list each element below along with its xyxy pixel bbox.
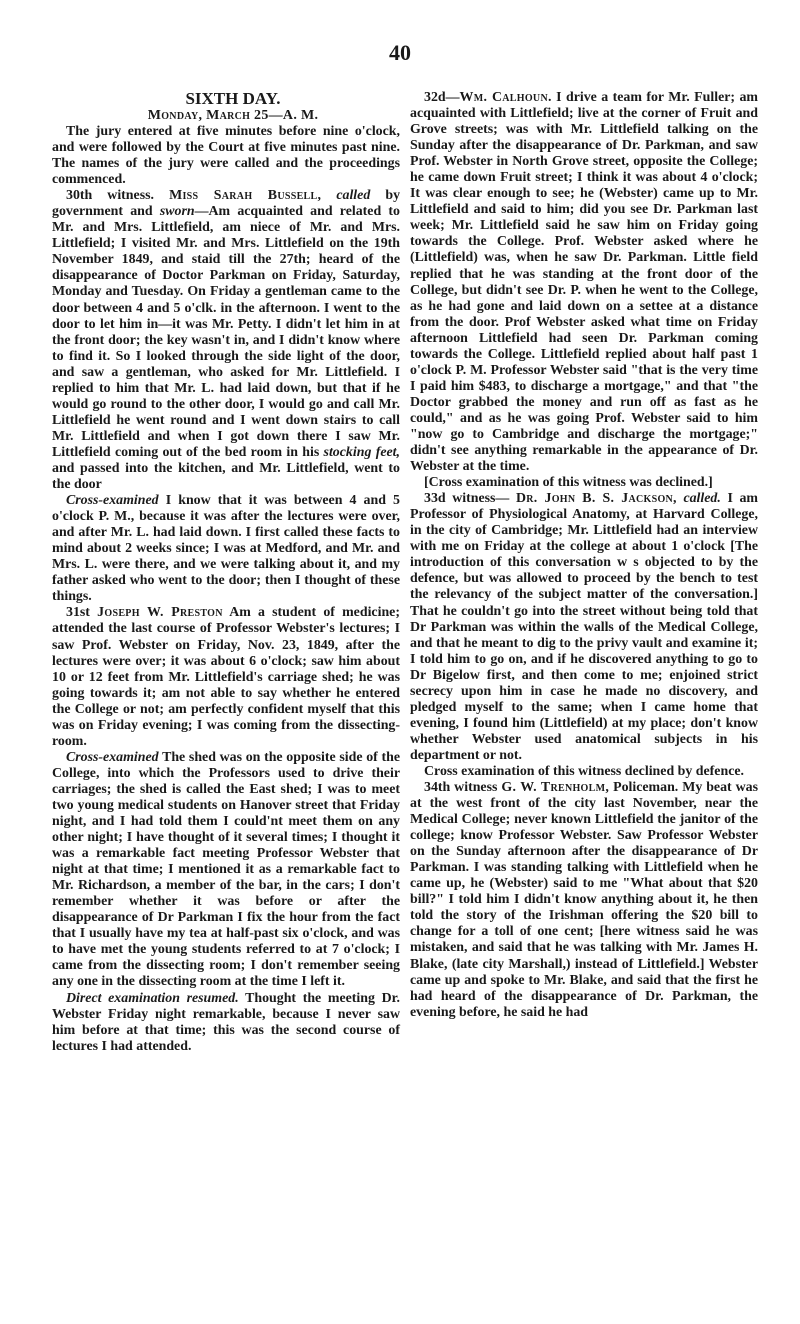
cross-examination-text: The shed was on the opposite side of the College, into which the Professors used to drive their carriages; the shed is called the East shed; I was to meet two young medical students on Hanover street that Friday night, and I had told them I could'nt meet them on any other night; I have thought of it several times; I thought it was a remarkable fact meeting Professor Webster that night at that time; I mentioned it as a remarkable fact to Mr. Richardson, a member of the bar, in the cars; I don't remember whether it was before or after the disappearance of Dr Parkman I fix the hour from the fact that I usually have my tea at half-past six o'clock, and was to have met the young students referred to at 7 o'clock; I came from the dissecting room; I don't remember seeing any one in the dissecting room at the time I left it. [52,749,400,990]
cross-examination-text: I know that it was between 4 and 5 o'clock P. M., because it was after the lectures were over, and after Mr. L. had laid down. I first called these facts to mind about 2 weeks since; I was at Medford, and Mr. and Mrs. L. were there, and we were talking about it, and my father asked who went to the door; then I thought of these things. [52,493,400,605]
paragraph-cross-examined-30 [52,493,400,605]
sworn-label: sworn [159,204,195,220]
cross-examined-label: Cross-examined [66,749,159,765]
direct-examination-label: Direct examination resumed. [66,990,239,1006]
testimony-text: —Am acquainted and related to Mr. and Mrs. Littlefield, am niece of Mr. and Mrs. Littlefield; I visited Mr. and Mrs. Littlefield on the 19th November 1849, and staid till the 27th; heard of the disappearance of Doctor Parkman on Friday, Saturday, Monday and Tuesday. On Friday a gentleman came to the door between 4 and 5 o'clk. in the afternoon. I went to the door to let him in—it was Mr. Petty. I didn't let him in at the front door; the key wasn't in, and I didn't know where to find it. So I looked through the side light of the door, and saw a gentleman, who asked for Mr. Littlefield. I replied to him that Mr. L. had laid down, but that if he would go round to the other door, I would go and call Mr. Littlefield he went round and I went down stairs to call Mr. Littlefield and when I got down there I saw Mr. Littlefield coming out of the bed room in his [52,204,400,460]
session-dateline: Monday, March 25—A. M. [147,108,319,123]
page-number: 40 [389,40,411,65]
witness-number: 34th witness [424,780,498,796]
paragraph-witness-32 [410,90,758,475]
testimony-text: I am Professor of Physiological Anatomy, at Harvard College, in the city of Cambridge; Mr. Littlefield had an interview with me on Friday at the college at about 1 o'clock [The introduction of this conversation w s objected to by the defence, but was allowed to proceed by the bench to test the relevancy of the subject matter of the conversation.] That he couldn't go into the street without being told that Dr Parkman was within the walls of the Medical College, and that he meant to dig to the privy vault and examine it; I told him to go on, and if he discovered anything to go to Dr Bigelow first, and then come to me; enjoined strict secrecy upon him in case he made no discovery, and pledged myself to the same; when I came home that evening, I found him (Littlefield) at my place; don't know whether Webster used anatomical subjects in his department or not. [410,491,758,763]
testimony-text: I drive a team for Mr. Fuller; am acquainted with Littlefield; live at the corner of Fruit and Grove streets; was with Mr. Littlefield talking on the Sunday after the disappearance of Dr. Parkman, and saw Prof. Webster in North Grove street, opposite the College; he came down Fruit street; I think it was about 4 o'clock; It was clear enough to see; he (Webster) came up to Mr. Littlefield and said to him; did you see Dr. Parkman last week; Mr. Littlefield said he saw him on Friday going towards the College. Prof. Webster asked where he (Littlefield) was, when he saw Dr. Parkman. Little field replied that he was standing at the front door of the College, but didn't see Dr. P. when he went to the College, as he had gone and laid down on a settee at a distance from the door. Prof Webster asked what time on Friday afternoon Littlefield had seen Dr. Parkman coming towards the College. Littlefield replied about half past 1 o'clock P. M. Professor Webster said "that is the very time I paid him $483, to discharge a mortgage," and that "the Doctor grabbed the money and run off as fast as he could," and as he was going Prof. Webster said to him "now go to Cambridge and discharge the mortgage;" didn't see anything remarkable in the appearance of Dr. Webster at the time. [410,90,758,475]
witness-number: 33d witness— [424,491,510,507]
testimony-text-end: and passed into the kitchen, and Mr. Littlefield, went to the door [52,460,400,493]
paragraph-witness-34 [410,780,758,1021]
called-label: called. [683,491,721,507]
paragraph-direct-resumed [52,991,400,1055]
called-by-text: by government and [52,188,401,220]
witness-name: Dr. John B. S. Jackson, [515,491,677,507]
stocking-feet-text: stocking feet, [323,444,400,460]
section-heading: SIXTH DAY. [185,89,281,108]
witness-name: Wm. Calhoun. [459,90,552,105]
paragraph-cross-declined-33: Cross examination of this witness declined by defence. [424,763,744,779]
called-label: called [336,188,371,204]
cross-examined-label: Cross-examined [66,493,159,509]
right-column [410,90,758,1021]
direct-examination-text: Thought the meeting Dr. Webster Friday night remarkable, because I never saw him before at that time; this was the second course of lectures I had attended. [52,990,400,1054]
witness-number: 31st [66,605,90,621]
paragraph-witness-33 [410,491,758,764]
paragraph-witness-30 [52,188,400,493]
witness-name: G. W. Trenholm, [501,780,610,796]
paragraph-jury-entered: The jury entered at five minutes before nine o'clock, and were followed by the Court at five minutes past nine. The names of the jury were called and the proceedings commenced. [52,124,400,188]
witness-name: Miss Sarah Bussell, [169,188,322,204]
witness-name: Joseph W. Preston [97,605,223,621]
testimony-text: Am a student of medicine; attended the last course of Professor Webster's lectures; I saw Prof. Webster on Friday, Nov. 23, 1849, after the lectures were over; it was about 6 o'clock; saw him about 10 or 12 feet from Mr. Littlefield's carriage shed; he was going towards it; am not able to say whether he entered the College or not; am perfectly confident myself that this was on Friday evening; I was coming from the dissecting-room. [52,605,400,749]
left-column [52,90,400,1055]
witness-number: 30th witness. [66,188,154,204]
testimony-text: Policeman. My beat was at the west front of the city last November, near the Medical College; never known Littlefield the janitor of the college; know Professor Webster. Saw Professor Webster on the Sunday afternoon after the disappearance of Dr Parkman. I was standing talking with Littlefield when he came up, he (Webster) said to me "What about that $20 bill?" I told him I didn't know anything about it, he then told the story of the Irishman offering the $20 bill to change for a toll of one cent; [here witness said he was mistaken, and said that he was talking with Mr. James H. Blake, (late city Marshall,) instead of Littlefield.] Webster came up and spoke to Mr. Blake, and said that the first he had heard of the disappearance of Dr. Parkman, the evening before, he said he had [410,780,758,1020]
witness-number: 32d— [424,90,460,105]
paragraph-witness-31 [52,605,400,749]
paragraph-cross-examined-31 [52,750,400,991]
paragraph-cross-declined-32: [Cross examination of this witness was declined.] [424,475,713,491]
